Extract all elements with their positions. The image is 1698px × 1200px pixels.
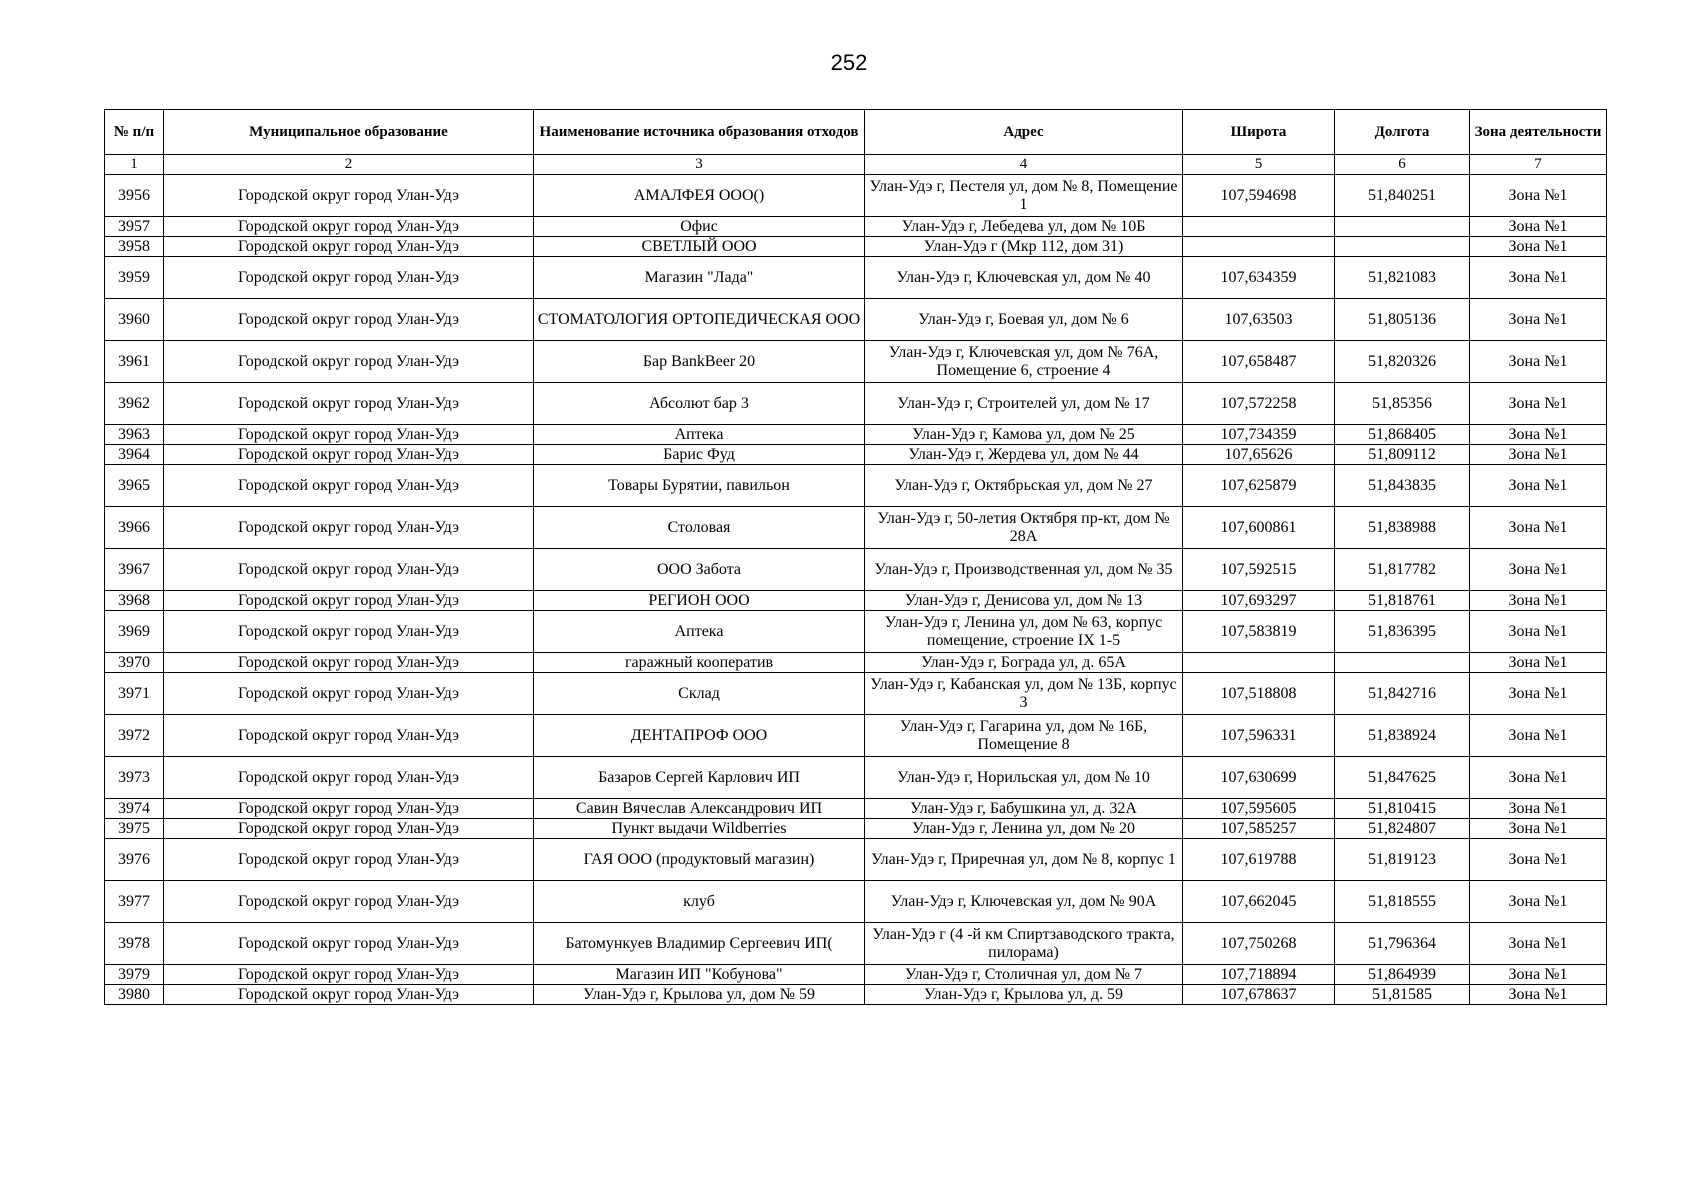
longitude-cell [1335, 237, 1470, 257]
latitude-cell: 107,662045 [1183, 881, 1335, 923]
zone-cell: Зона №1 [1470, 383, 1607, 425]
zone-cell: Зона №1 [1470, 299, 1607, 341]
header-cell: Адрес [865, 110, 1183, 155]
longitude-cell: 51,818761 [1335, 591, 1470, 611]
longitude-cell: 51,81585 [1335, 985, 1470, 1005]
source-name-cell: клуб [534, 881, 865, 923]
municipality-cell: Городской округ город Улан-Удэ [164, 257, 534, 299]
zone-cell: Зона №1 [1470, 799, 1607, 819]
municipality-cell: Городской округ город Улан-Удэ [164, 715, 534, 757]
address-cell: Улан-Удэ г, Производственная ул, дом № 35 [865, 549, 1183, 591]
row-number-cell: 3977 [105, 881, 164, 923]
address-cell: Улан-Удэ г, Приречная ул, дом № 8, корпус 1 [865, 839, 1183, 881]
table-row [105, 237, 1607, 257]
longitude-cell: 51,864939 [1335, 965, 1470, 985]
source-name-cell: Абсолют бар 3 [534, 383, 865, 425]
municipality-cell: Городской округ город Улан-Удэ [164, 985, 534, 1005]
table-row [105, 445, 1607, 465]
source-name-cell: СТОМАТОЛОГИЯ ОРТОПЕДИЧЕСКАЯ ООО [534, 299, 865, 341]
table-row [105, 299, 1607, 341]
source-name-cell: ООО Забота [534, 549, 865, 591]
header-row [105, 110, 1607, 155]
table-row [105, 549, 1607, 591]
row-number-cell: 3973 [105, 757, 164, 799]
longitude-cell: 51,868405 [1335, 425, 1470, 445]
zone-cell: Зона №1 [1470, 965, 1607, 985]
zone-cell: Зона №1 [1470, 465, 1607, 507]
row-number-cell: 3975 [105, 819, 164, 839]
longitude-cell: 51,847625 [1335, 757, 1470, 799]
zone-cell: Зона №1 [1470, 715, 1607, 757]
row-number-cell: 3967 [105, 549, 164, 591]
address-cell: Улан-Удэ г, Бограда ул, д. 65А [865, 653, 1183, 673]
longitude-cell: 51,842716 [1335, 673, 1470, 715]
address-cell: Улан-Удэ г (Мкр 112, дом 31) [865, 237, 1183, 257]
source-name-cell: Товары Бурятии, павильон [534, 465, 865, 507]
table-row [105, 965, 1607, 985]
zone-cell: Зона №1 [1470, 237, 1607, 257]
municipality-cell: Городской округ город Улан-Удэ [164, 299, 534, 341]
table-row [105, 465, 1607, 507]
municipality-cell: Городской округ город Улан-Удэ [164, 819, 534, 839]
source-name-cell: Склад [534, 673, 865, 715]
row-number-cell: 3971 [105, 673, 164, 715]
row-number-cell: 3957 [105, 217, 164, 237]
municipality-cell: Городской округ город Улан-Удэ [164, 839, 534, 881]
address-cell: Улан-Удэ г, Кабанская ул, дом № 13Б, корпус 3 [865, 673, 1183, 715]
zone-cell: Зона №1 [1470, 257, 1607, 299]
address-cell: Улан-Удэ г, Жердева ул, дом № 44 [865, 445, 1183, 465]
municipality-cell: Городской округ город Улан-Удэ [164, 591, 534, 611]
header-cell: Зона деятельности [1470, 110, 1607, 155]
table-row [105, 341, 1607, 383]
source-name-cell: Батомункуев Владимир Сергеевич ИП( [534, 923, 865, 965]
row-number-cell: 3959 [105, 257, 164, 299]
column-number: 5 [1183, 155, 1335, 175]
address-cell: Улан-Удэ г, Пестеля ул, дом № 8, Помещение 1 [865, 175, 1183, 217]
zone-cell: Зона №1 [1470, 985, 1607, 1005]
source-name-cell: Барис Фуд [534, 445, 865, 465]
longitude-cell: 51,824807 [1335, 819, 1470, 839]
row-number-cell: 3976 [105, 839, 164, 881]
page-number: 252 [830, 50, 868, 75]
row-number-cell: 3961 [105, 341, 164, 383]
latitude-cell: 107,718894 [1183, 965, 1335, 985]
row-number-cell: 3966 [105, 507, 164, 549]
longitude-cell: 51,809112 [1335, 445, 1470, 465]
header-cell: № п/п [105, 110, 164, 155]
latitude-cell: 107,693297 [1183, 591, 1335, 611]
table-row [105, 799, 1607, 819]
latitude-cell: 107,585257 [1183, 819, 1335, 839]
table-row [105, 881, 1607, 923]
latitude-cell: 107,518808 [1183, 673, 1335, 715]
latitude-cell: 107,600861 [1183, 507, 1335, 549]
column-number: 1 [105, 155, 164, 175]
source-name-cell: Бар BankBeer 20 [534, 341, 865, 383]
latitude-cell: 107,734359 [1183, 425, 1335, 445]
latitude-cell: 107,750268 [1183, 923, 1335, 965]
table-row [105, 425, 1607, 445]
municipality-cell: Городской округ город Улан-Удэ [164, 611, 534, 653]
source-name-cell: гаражный кооператив [534, 653, 865, 673]
municipality-cell: Городской округ город Улан-Удэ [164, 217, 534, 237]
column-number: 7 [1470, 155, 1607, 175]
municipality-cell: Городской округ город Улан-Удэ [164, 341, 534, 383]
zone-cell: Зона №1 [1470, 881, 1607, 923]
row-number-cell: 3978 [105, 923, 164, 965]
row-number-cell: 3960 [105, 299, 164, 341]
source-name-cell: Базаров Сергей Карлович ИП [534, 757, 865, 799]
row-number-cell: 3968 [105, 591, 164, 611]
address-cell: Улан-Удэ г, Ленина ул, дом № 20 [865, 819, 1183, 839]
municipality-cell: Городской округ город Улан-Удэ [164, 465, 534, 507]
zone-cell: Зона №1 [1470, 591, 1607, 611]
latitude-cell: 107,625879 [1183, 465, 1335, 507]
header-cell: Муниципальное образование [164, 110, 534, 155]
source-name-cell: СВЕТЛЫЙ ООО [534, 237, 865, 257]
municipality-cell: Городской округ город Улан-Удэ [164, 965, 534, 985]
municipality-cell: Городской округ город Улан-Удэ [164, 507, 534, 549]
longitude-cell: 51,843835 [1335, 465, 1470, 507]
latitude-cell: 107,678637 [1183, 985, 1335, 1005]
address-cell: Улан-Удэ г, Камова ул, дом № 25 [865, 425, 1183, 445]
longitude-cell: 51,810415 [1335, 799, 1470, 819]
longitude-cell [1335, 653, 1470, 673]
zone-cell: Зона №1 [1470, 445, 1607, 465]
column-number: 2 [164, 155, 534, 175]
zone-cell: Зона №1 [1470, 611, 1607, 653]
municipality-cell: Городской округ город Улан-Удэ [164, 799, 534, 819]
source-name-cell: Аптека [534, 425, 865, 445]
municipality-cell: Городской округ город Улан-Удэ [164, 757, 534, 799]
zone-cell: Зона №1 [1470, 175, 1607, 217]
latitude-cell: 107,596331 [1183, 715, 1335, 757]
table-row [105, 757, 1607, 799]
table-row [105, 673, 1607, 715]
zone-cell: Зона №1 [1470, 549, 1607, 591]
address-cell: Улан-Удэ г, Строителей ул, дом № 17 [865, 383, 1183, 425]
longitude-cell: 51,821083 [1335, 257, 1470, 299]
longitude-cell: 51,796364 [1335, 923, 1470, 965]
address-cell: Улан-Удэ г, Гагарина ул, дом № 16Б, Помещение 8 [865, 715, 1183, 757]
table-row [105, 507, 1607, 549]
longitude-cell: 51,817782 [1335, 549, 1470, 591]
row-number-cell: 3979 [105, 965, 164, 985]
municipality-cell: Городской округ город Улан-Удэ [164, 923, 534, 965]
table-row [105, 383, 1607, 425]
table-row [105, 839, 1607, 881]
zone-cell: Зона №1 [1470, 923, 1607, 965]
address-cell: Улан-Удэ г, Бабушкина ул, д. 32А [865, 799, 1183, 819]
row-number-cell: 3964 [105, 445, 164, 465]
address-cell: Улан-Удэ г, Норильская ул, дом № 10 [865, 757, 1183, 799]
latitude-cell [1183, 653, 1335, 673]
zone-cell: Зона №1 [1470, 425, 1607, 445]
latitude-cell [1183, 237, 1335, 257]
latitude-cell: 107,634359 [1183, 257, 1335, 299]
row-number-cell: 3970 [105, 653, 164, 673]
address-cell: Улан-Удэ г, Лебедева ул, дом № 10Б [865, 217, 1183, 237]
municipality-cell: Городской округ город Улан-Удэ [164, 237, 534, 257]
latitude-cell: 107,619788 [1183, 839, 1335, 881]
zone-cell: Зона №1 [1470, 341, 1607, 383]
table-row [105, 923, 1607, 965]
municipality-cell: Городской округ город Улан-Удэ [164, 653, 534, 673]
source-name-cell: Столовая [534, 507, 865, 549]
latitude-cell [1183, 217, 1335, 237]
table-row [105, 175, 1607, 217]
longitude-cell: 51,805136 [1335, 299, 1470, 341]
municipality-cell: Городской округ город Улан-Удэ [164, 549, 534, 591]
source-name-cell: РЕГИОН ООО [534, 591, 865, 611]
row-number-cell: 3963 [105, 425, 164, 445]
table-body [105, 175, 1607, 1005]
address-cell: Улан-Удэ г, Денисова ул, дом № 13 [865, 591, 1183, 611]
header-cell: Наименование источника образования отходов [534, 110, 865, 155]
longitude-cell: 51,85356 [1335, 383, 1470, 425]
row-number-cell: 3962 [105, 383, 164, 425]
source-name-cell: Магазин "Лада" [534, 257, 865, 299]
longitude-cell: 51,838924 [1335, 715, 1470, 757]
source-name-cell: ГАЯ ООО (продуктовый магазин) [534, 839, 865, 881]
row-number-cell: 3969 [105, 611, 164, 653]
longitude-cell: 51,838988 [1335, 507, 1470, 549]
latitude-cell: 107,63503 [1183, 299, 1335, 341]
source-name-cell: Савин Вячеслав Александрович ИП [534, 799, 865, 819]
table-row [105, 217, 1607, 237]
zone-cell: Зона №1 [1470, 217, 1607, 237]
source-name-cell: Пункт выдачи Wildberries [534, 819, 865, 839]
municipality-cell: Городской округ город Улан-Удэ [164, 673, 534, 715]
table-row [105, 819, 1607, 839]
row-number-cell: 3965 [105, 465, 164, 507]
address-cell: Улан-Удэ г (4 -й км Спиртзаводского тракта, пилорама) [865, 923, 1183, 965]
row-number-cell: 3980 [105, 985, 164, 1005]
municipality-cell: Городской округ город Улан-Удэ [164, 425, 534, 445]
column-number: 3 [534, 155, 865, 175]
municipality-cell: Городской округ город Улан-Удэ [164, 881, 534, 923]
address-cell: Улан-Удэ г, 50-летия Октября пр-кт, дом № 28А [865, 507, 1183, 549]
latitude-cell: 107,595605 [1183, 799, 1335, 819]
longitude-cell: 51,836395 [1335, 611, 1470, 653]
table-row [105, 257, 1607, 299]
column-number: 4 [865, 155, 1183, 175]
address-cell: Улан-Удэ г, Октябрьская ул, дом № 27 [865, 465, 1183, 507]
longitude-cell [1335, 217, 1470, 237]
table-row [105, 611, 1607, 653]
address-cell: Улан-Удэ г, Крылова ул, д. 59 [865, 985, 1183, 1005]
source-name-cell: Офис [534, 217, 865, 237]
address-cell: Улан-Удэ г, Ленина ул, дом № 63, корпус помещение, строение IX 1-5 [865, 611, 1183, 653]
latitude-cell: 107,65626 [1183, 445, 1335, 465]
latitude-cell: 107,572258 [1183, 383, 1335, 425]
municipality-cell: Городской округ город Улан-Удэ [164, 383, 534, 425]
source-name-cell: Улан-Удэ г, Крылова ул, дом № 59 [534, 985, 865, 1005]
row-number-cell: 3958 [105, 237, 164, 257]
latitude-cell: 107,658487 [1183, 341, 1335, 383]
zone-cell: Зона №1 [1470, 839, 1607, 881]
zone-cell: Зона №1 [1470, 757, 1607, 799]
header-cell: Широта [1183, 110, 1335, 155]
longitude-cell: 51,820326 [1335, 341, 1470, 383]
table-row [105, 591, 1607, 611]
column-number-row [105, 155, 1607, 175]
waste-sources-table [104, 109, 1607, 1005]
latitude-cell: 107,592515 [1183, 549, 1335, 591]
table-row [105, 985, 1607, 1005]
row-number-cell: 3972 [105, 715, 164, 757]
address-cell: Улан-Удэ г, Столичная ул, дом № 7 [865, 965, 1183, 985]
address-cell: Улан-Удэ г, Ключевская ул, дом № 40 [865, 257, 1183, 299]
longitude-cell: 51,819123 [1335, 839, 1470, 881]
table-row [105, 715, 1607, 757]
latitude-cell: 107,630699 [1183, 757, 1335, 799]
latitude-cell: 107,594698 [1183, 175, 1335, 217]
municipality-cell: Городской округ город Улан-Удэ [164, 445, 534, 465]
longitude-cell: 51,840251 [1335, 175, 1470, 217]
header-cell: Долгота [1335, 110, 1470, 155]
longitude-cell: 51,818555 [1335, 881, 1470, 923]
source-name-cell: ДЕНТАПРОФ ООО [534, 715, 865, 757]
zone-cell: Зона №1 [1470, 819, 1607, 839]
address-cell: Улан-Удэ г, Боевая ул, дом № 6 [865, 299, 1183, 341]
municipality-cell: Городской округ город Улан-Удэ [164, 175, 534, 217]
zone-cell: Зона №1 [1470, 507, 1607, 549]
zone-cell: Зона №1 [1470, 653, 1607, 673]
row-number-cell: 3974 [105, 799, 164, 819]
table-row [105, 653, 1607, 673]
column-number: 6 [1335, 155, 1470, 175]
source-name-cell: АМАЛФЕЯ ООО() [534, 175, 865, 217]
row-number-cell: 3956 [105, 175, 164, 217]
latitude-cell: 107,583819 [1183, 611, 1335, 653]
address-cell: Улан-Удэ г, Ключевская ул, дом № 90А [865, 881, 1183, 923]
zone-cell: Зона №1 [1470, 673, 1607, 715]
source-name-cell: Магазин ИП "Кобунова" [534, 965, 865, 985]
source-name-cell: Аптека [534, 611, 865, 653]
address-cell: Улан-Удэ г, Ключевская ул, дом № 76А, Помещение 6, строение 4 [865, 341, 1183, 383]
